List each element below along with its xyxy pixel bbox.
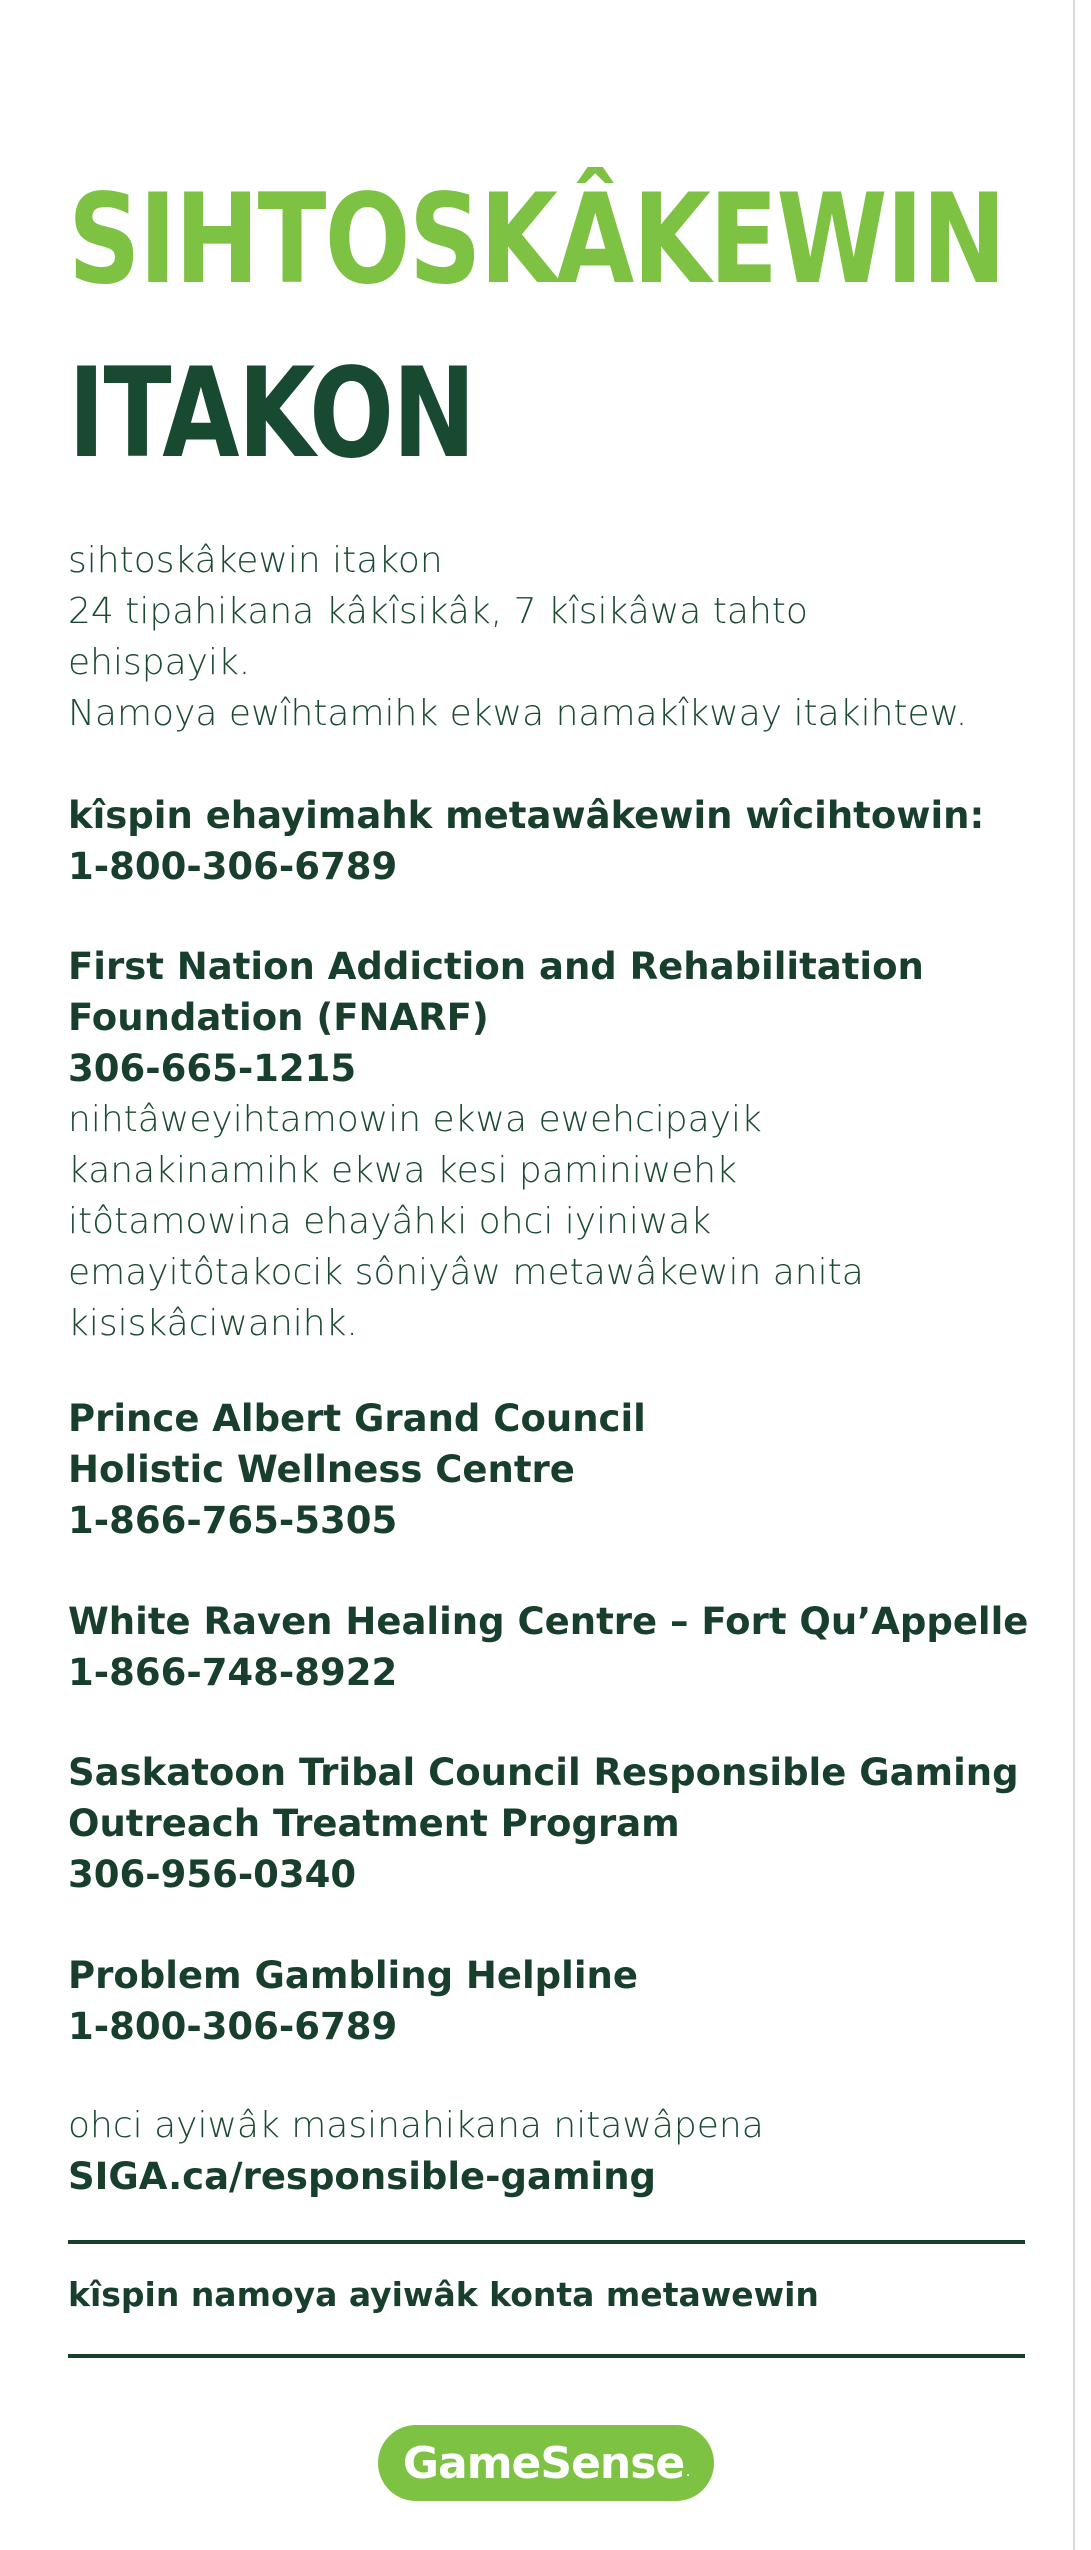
contact-name: First Nation Addiction and Rehabilitation (68, 945, 924, 988)
contact-description: kisiskâciwanihk. (68, 1303, 358, 1344)
contact-phone[interactable]: 306-665-1215 (68, 1047, 357, 1090)
contact-phone[interactable]: 1-800-306-6789 (68, 845, 398, 888)
more-info-text: ohci ayiwâk masinahikana nitawâpena (68, 2105, 764, 2146)
contact-name: Problem Gambling Helpline (68, 1954, 638, 1997)
contact-description: itôtamowina ehayâhki ohci iyiniwak (68, 1201, 712, 1242)
contact-name: Holistic Wellness Centre (68, 1448, 575, 1491)
contact-description: kanakinamihk ekwa kesi paminiwehk (68, 1150, 737, 1191)
intro-text (68, 535, 1048, 739)
intro-line: Namoya ewîhtamihk ekwa namakîkway itakihtew. (68, 693, 968, 734)
page-edge (1073, 0, 1075, 2550)
intro-line: 24 tipahikana kâkîsikâk, 7 kîsikâwa tahto (68, 591, 808, 632)
contact-name: kîspin ehayimahk metawâkewin wîcihtowin: (68, 794, 985, 837)
contact-phone[interactable]: 1-800-306-6789 (68, 2005, 398, 2048)
contact-pagc (68, 1393, 1068, 1546)
more-info (68, 2100, 1068, 2202)
contact-name: Foundation (FNARF) (68, 996, 489, 1039)
logo-mark: . (686, 2468, 690, 2479)
contact-helpline-intro (68, 790, 1068, 892)
divider-top (68, 2240, 1025, 2244)
contact-name: Saskatoon Tribal Council Responsible Gaming (68, 1751, 1019, 1794)
contact-phone[interactable]: 1-866-765-5305 (68, 1499, 398, 1542)
contact-description: emayitôtakocik sôniyâw metawâkewin anita (68, 1252, 864, 1293)
footer-label: kîspin namoya ayiwâk konta metawewin (68, 2275, 819, 2314)
title-line-2: ITAKON (68, 342, 475, 486)
contact-stc (68, 1747, 1068, 1900)
contact-name: Outreach Treatment Program (68, 1802, 680, 1845)
divider-bottom (68, 2354, 1025, 2358)
contact-phone[interactable]: 1-866-748-8922 (68, 1651, 398, 1694)
intro-line: sihtoskâkewin itakon (68, 540, 443, 581)
contact-fnarf (68, 941, 1068, 1349)
intro-line: ehispayik. (68, 642, 251, 683)
more-info-link[interactable]: SIGA.ca/responsible-gaming (68, 2155, 657, 2198)
contact-white-raven (68, 1596, 1068, 1698)
logo-text: GameSense (402, 2437, 685, 2489)
contact-phone[interactable]: 306-956-0340 (68, 1853, 357, 1896)
contact-name: White Raven Healing Centre – Fort Qu’Appelle (68, 1600, 1029, 1643)
gamesense-logo (378, 2425, 714, 2501)
title-line-1: SIHTOSKÂKEWIN (68, 168, 1005, 312)
contact-name: Prince Albert Grand Council (68, 1397, 646, 1440)
contact-problem-gambling (68, 1950, 1068, 2052)
contact-description: nihtâweyihtamowin ekwa ewehcipayik (68, 1099, 762, 1140)
